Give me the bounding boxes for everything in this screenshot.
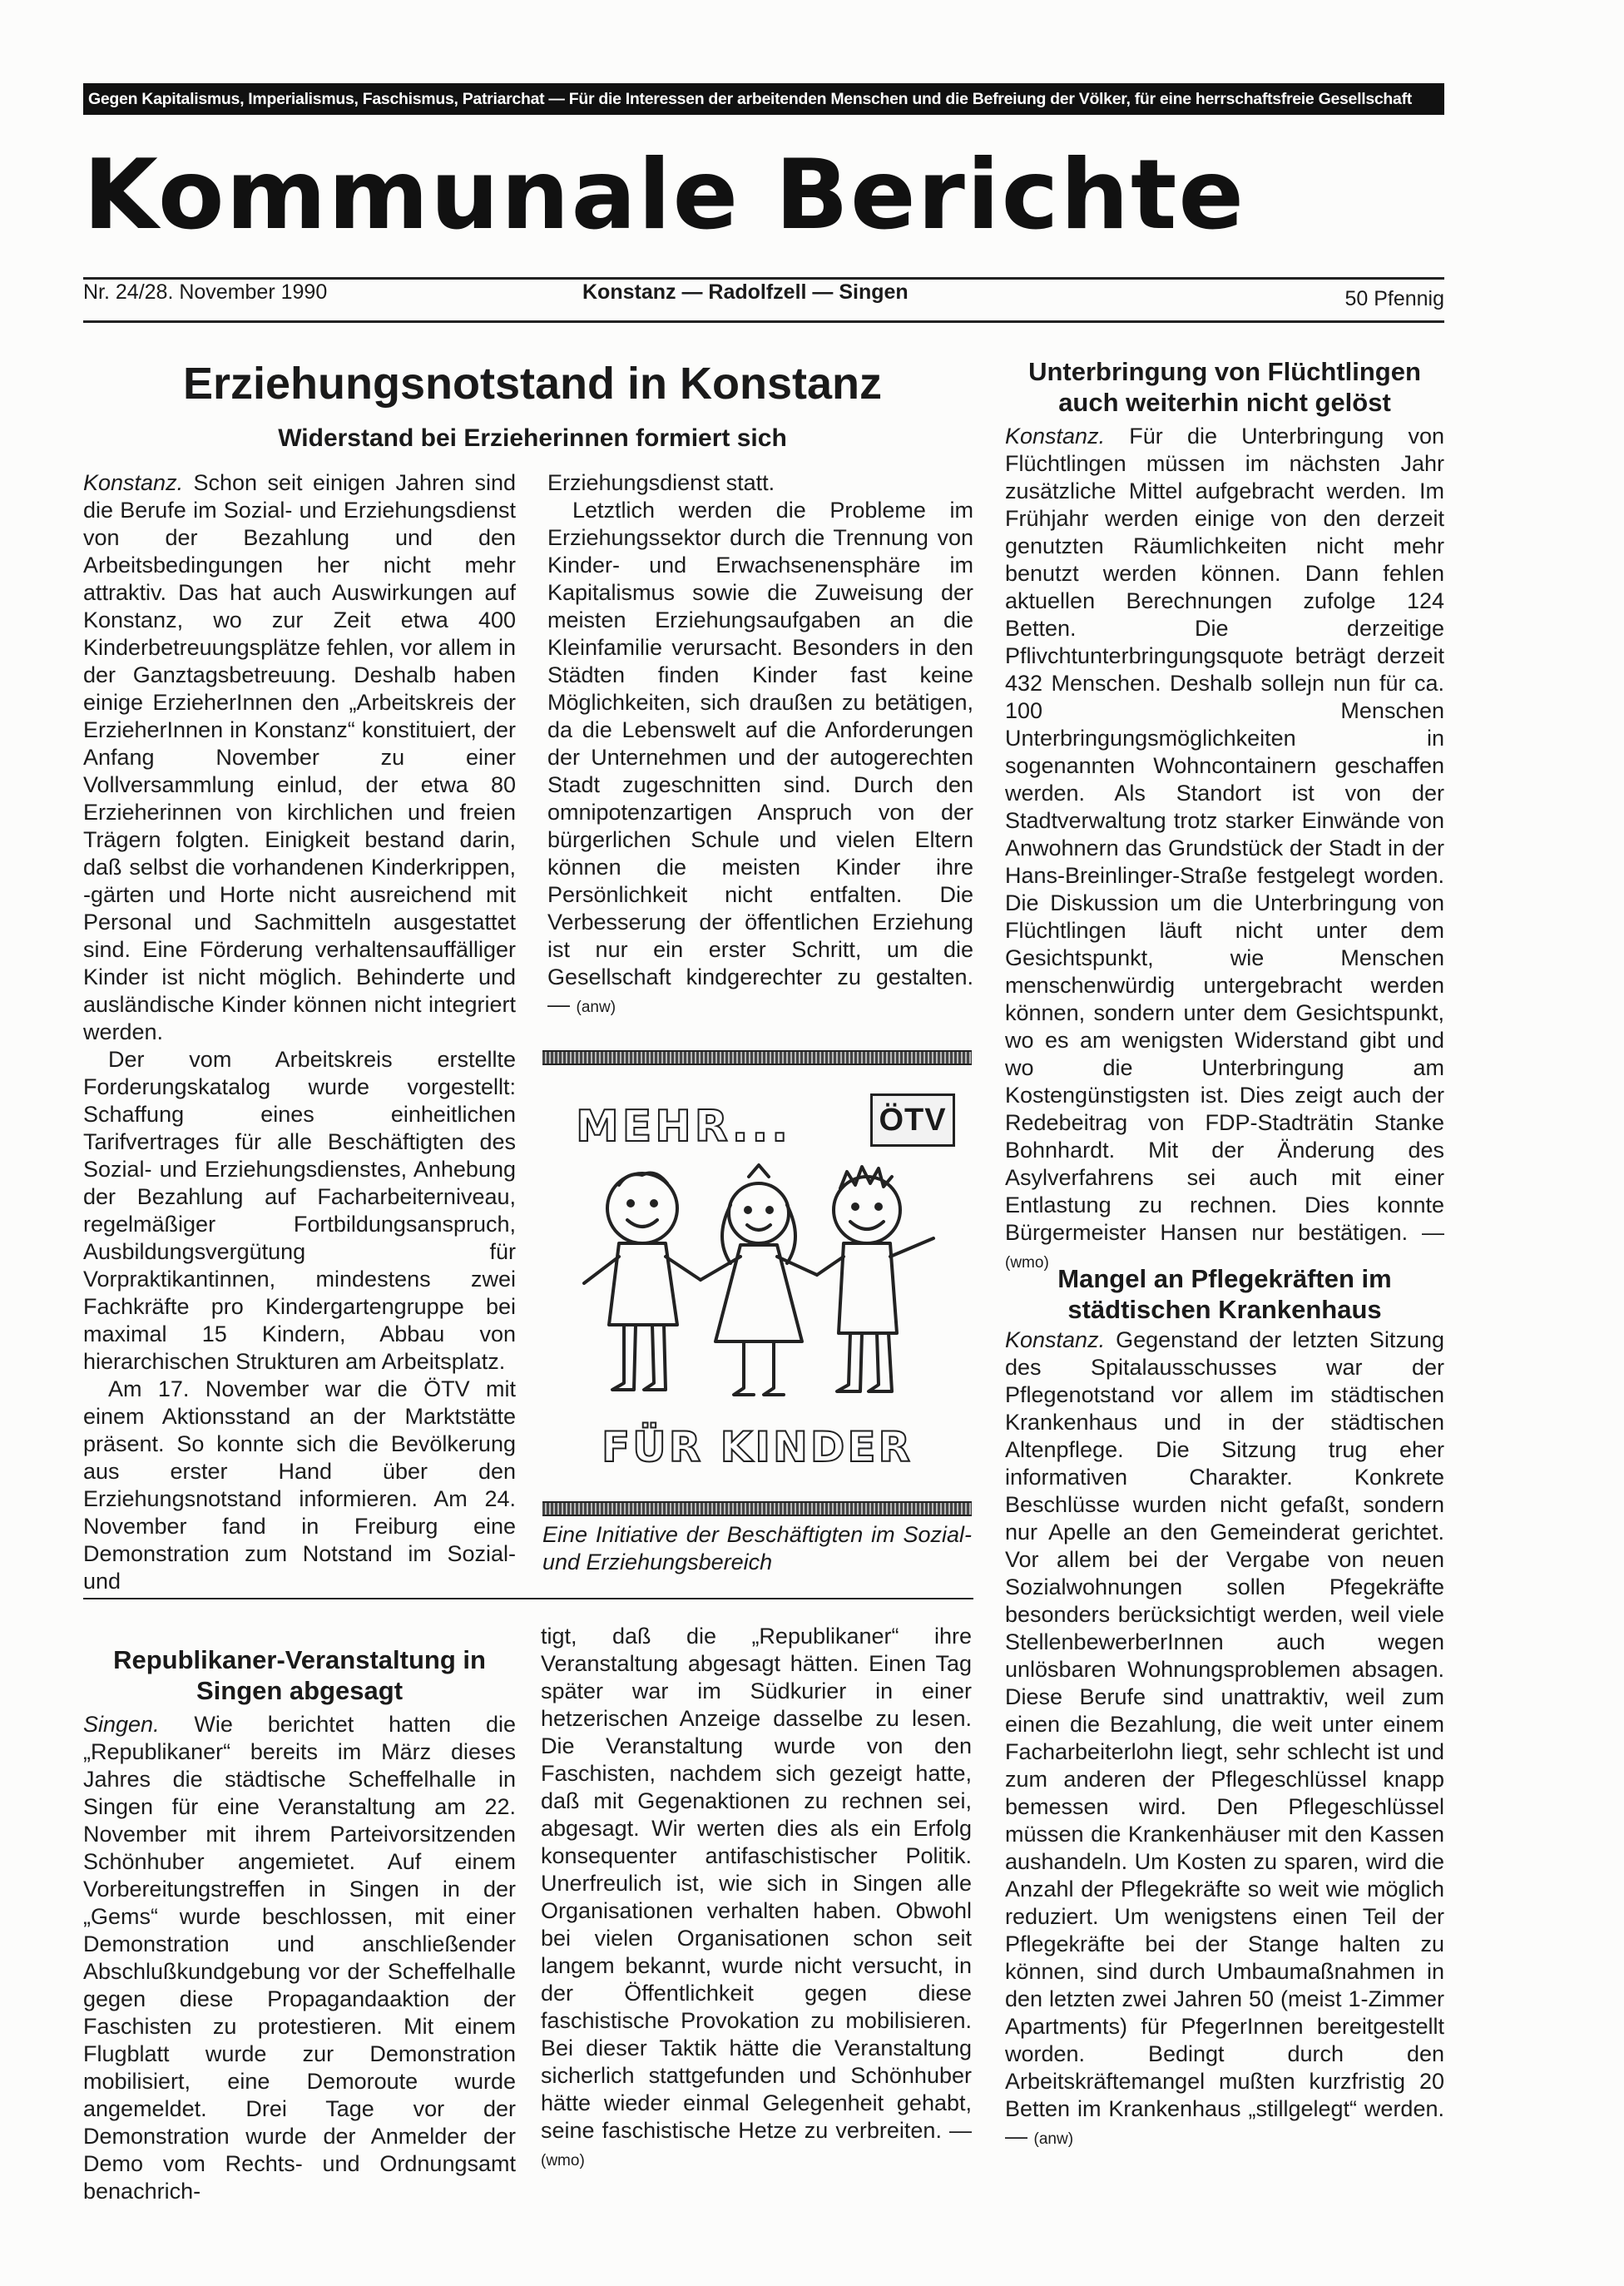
poster-top-bar bbox=[542, 1050, 972, 1065]
dateline: Singen. bbox=[83, 1712, 160, 1737]
paragraph: Konstanz. Gegenstand der letzten Sitzung des Spitalausschusses war der Pflegenotstand vor allem im städtischen Krankenhaus und in der städtischen Altenpflege. Die Sitzung trug eher informativen Charakter. Konkrete Beschlüsse wurden nicht gefaßt, sondern nur Apelle an den Gemeinderat gerichtet. Vor allem bei der Vergabe von neuen Sozialwohnungen sollen Pfegekräfte besonders berücksichtigt werden, weil viele StellenbewerberInnen auch wegen unlösbaren Wohnungsproblemen absagen. Diese Berufe sind unattraktiv, weil zum einen die Bezahlung, die weit unter einem Facharbeiterlohn liegt, sehr schlecht ist und zum anderen der Pflegeschlüssel knapp bemessen wird. Den Pflegeschlüssel müssen die Krankenhäuser mit den Kassen aushandeln. Um Kosten zu sparen, wird die Anzahl der Pflegekräfte so weit wie möglich reduziert. Um wenigstens einen Teil der Pflegekräfte bei der Stange halten zu können, sind durch Umbaumaßnahmen in den letzten zwei Jahren 50 (meist 1-Zimmer Apartments) für PfegerInnen bereitgestellt worden. Bedingt durch den Arbeitskräftemangel mußten kurzfristig 20 Betten im Krankenhaus „stillgelegt“ werden. — (anw) bbox=[1005, 1327, 1444, 2149]
price: 50 Pfennig bbox=[1344, 287, 1444, 310]
bottom-headline: Republikaner-Veranstaltung in Singen abgesagt bbox=[113, 1645, 486, 1705]
poster-bottom-bar bbox=[542, 1501, 972, 1516]
dateline: Konstanz. bbox=[1005, 424, 1106, 449]
signature: (wmo) bbox=[541, 2152, 585, 2169]
side1-body bbox=[1005, 423, 1444, 1277]
paragraph: Konstanz. Für die Unterbringung von Flüchtlingen müssen im nächsten Jahr zusätzliche Mittel aufgebracht werden. Im Frühjahr werden einige von den derzeit genutzten Räumlichkeiten nicht mehr benutzt werden können. Dann fehlen aktuellen Berechnungen zufolge 124 Betten. Die derzeitige Pflivchtunterbringungsquote beträgt derzeit 432 Menschen. Deshalb sollejn nun für ca. 100 Menschen Unterbringungsmöglichkeiten in sogenannten Wohncontainern geschaffen werden. Als Standort ist von der Stadtverwaltung trotz starker Einwände von Anwohnern das Grundstück der Stadt in der Hans-Breinlinger-Straße festgelegt worden. Die Diskussion um die Unterbringung von Flüchtlingen läuft nicht unter dem Gesichtspunkt, wie Menschen menschenwürdig untergebracht werden können, sondern unter dem Gesichtspunkt, wo es am wenigsten Widerstand gibt und wo die Unterbringung am Kostengünstigsten ist. Dies zeigt auch der Redebeitrag von FDP-Stadträtin Stanke Bohnhardt. Mit der Änderung des Asylverfahrens sei auch mit einer Entlastung zu rechnen. Dies konnte Bürgermeister Hansen nur bestätigen. — (wmo) bbox=[1005, 424, 1444, 1272]
paragraph: Konstanz. Schon seit einigen Jahren sind die Berufe im Sozial- und Erziehungsdienst von der Bezahlung und den Arbeitsbedingungen her nicht mehr attraktiv. Das hat auch Auswirkungen auf Konstanz, wo zur Zeit etwa 400 Kinderbetreuungsplätze fehlen, vor allem in der Ganztagsbetreuung. Deshalb haben einige ErzieherInnen den „Arbeitskreis der ErzieherInnen in Konstanz“ konstituiert, der Anfang November zu einer Vollversammlung einlud, der etwa 80 Erzieherinnen von kirchlichen und freien Trägern folgten. Einigkeit bestand darin, daß selbst die vorhandenen Kinderkrippen, -gärten und Horte nicht ausreichend mit Personal und Sachmitteln ausgestattet sind. Eine Förderung verhaltensauffälliger Kinder ist nicht möglich. Behinderte und ausländische Kinder können nicht integriert werden. bbox=[83, 470, 516, 1044]
paragraph: Singen. Wie berichtet hatten die „Republikaner“ bereits im März dieses Jahres die städtische Scheffelhalle in Singen für eine Veranstaltung am 22. November mit ihrem Parteivorsitzenden Schönhuber angemietet. Auf einem Vorbereitungstreffen in Singen in der „Gems“ wurde beschlossen, mit einer Demonstration und anschließender Abschlußkundgebung vor der Scheffelhalle gegen diese Propagandaaktion der Faschisten zu protestieren. Mit einem Flugblatt wurde zur Demonstration mobilisiert, eine Demoroute wurde angemeldet. Drei Tage vor der Demonstration wurde der Anmelder der Demo vom Rechts- und Ordnungsamt benachrich- bbox=[83, 1712, 516, 2204]
bottom-article-col1 bbox=[83, 1711, 516, 2205]
masthead-title: Kommunale Berichte bbox=[83, 139, 1246, 251]
children-drawing bbox=[576, 1158, 942, 1408]
oetv-logo: ÖTV bbox=[870, 1093, 955, 1147]
main-article-col1 bbox=[83, 469, 516, 1595]
side2-body bbox=[1005, 1326, 1444, 2153]
paragraph: Der vom Arbeitskreis erstellte Forderungskatalog wurde vorgestellt: Schaffung eines einheitlichen Tarifvertrages für alle Beschäftigten des Sozial- und Erziehungsdienstes, Anhebung der Bezahlung auf Facharbeiterniveau, regelmäßiger Fortbildungsanspruch, Ausbildungsvergütung für Vorpraktikantinnen, mindestens zwei Fachkräfte pro Kindergartengruppe bei maximal 15 Kindern, Abbau von hierarchischen Strukturen am Arbeitsplatz. bbox=[83, 1047, 516, 1374]
oetv-poster bbox=[542, 1050, 972, 1516]
cities-line: Konstanz — Radolfzell — Singen bbox=[582, 280, 909, 304]
main-subheadline: Widerstand bei Erzieherinnen formiert sich bbox=[278, 424, 787, 452]
signature: (anw) bbox=[1033, 2130, 1074, 2148]
header-rule-top bbox=[83, 277, 1444, 280]
poster-top-text: MEHR... bbox=[576, 1102, 792, 1152]
header-rule-bottom bbox=[83, 320, 1444, 323]
poster-caption: Eine Initiative der Beschäftigten im Sozial- und Erziehungsbereich bbox=[542, 1522, 972, 1574]
signature: (anw) bbox=[576, 999, 616, 1016]
paragraph: Erziehungsdienst statt. bbox=[547, 470, 775, 495]
issue-row bbox=[83, 280, 1444, 314]
child-right-head bbox=[834, 1177, 900, 1243]
dateline: Konstanz. bbox=[83, 470, 184, 495]
bottom-article-col2 bbox=[541, 1623, 972, 2174]
child-middle-head bbox=[729, 1183, 789, 1243]
paragraph: tigt, daß die „Republikaner“ ihre Veranstaltung abgesagt hätten. Einen Tag später war im Südkurier in einer hetzerischen Anzeige dasselbe zu lesen. Die Veranstaltung wurde von den Faschisten, nachdem sich gezeigt hatte, daß mit Gegenaktionen zu rechnen sei, abgesagt. Wir werten dies als ein Erfolg konsequenter antifaschistischer Politik. Unerfreulich ist, wie sich in Singen alle Organisationen verhalten haben. Obwohl bei vielen Organisationen schon seit langem bekannt, wurde nicht versucht, in der Öffentlichkeit gegen diese faschistische Provokation zu mobilisieren. Bei dieser Taktik hätte die Veranstaltung sicherlich stattgefunden und Schönhuber hätte wieder einmal Gelegenheit gehabt, seine faschistische Hetze zu verbreiten. — (wmo) bbox=[541, 1624, 972, 2169]
dateline: Konstanz. bbox=[1005, 1327, 1106, 1352]
paragraph: Letztlich werden die Probleme im Erziehungssektor durch die Trennung von Kinder- und Erwachsenensphäre im Kapitalismus sowie die Zuweisung der meisten Erziehungsaufgaben an die Kleinfamilie verursacht. Besonders in den Städten finden Kinder fast keine Möglichkeiten, sich draußen zu betätigen, da die Lebenswelt auf die Anforderungen der Unternehmen und der autogerechten Stadt zugeschnitten sind. Durch den omnipotenzartigen Anspruch von der bürgerlichen Schule und vielen Eltern können die meisten Kinder ihre Persönlichkeit nicht entfalten. Die Verbesserung der öffentlichen Erziehung ist nur ein erster Schritt, um die Gesellschaft kindgerechter zu gestalten. — (anw) bbox=[547, 498, 973, 1017]
slogan-banner: Gegen Kapitalismus, Imperialismus, Faschismus, Patriarchat — Für die Interessen der arbeitenden Menschen und die Befreiung der Völker, für eine herrschaftsfreie Gesellschaft bbox=[83, 83, 1444, 115]
section-divider bbox=[83, 1598, 973, 1599]
signature: (wmo) bbox=[1005, 1254, 1049, 1272]
poster-bottom-text: FÜR KINDER bbox=[601, 1423, 914, 1471]
issue-number: Nr. 24/28. November 1990 bbox=[83, 280, 328, 304]
side2-headline: Mangel an Pflegekräften im städtischen Krankenhaus bbox=[1057, 1264, 1392, 1324]
paragraph: Am 17. November war die ÖTV mit einem Aktionsstand an der Marktstätte präsent. So konnte sich die Bevölkerung aus erster Hand über den Erziehungsnotstand informieren. Am 24. November fand in Freiburg eine Demonstration zum Notstand im Sozial- und bbox=[83, 1376, 516, 1594]
side1-headline: Unterbringung von Flüchtlingen auch weiterhin nicht gelöst bbox=[1028, 357, 1421, 417]
main-article-col2 bbox=[547, 469, 973, 1021]
main-headline: Erziehungsnotstand in Konstanz bbox=[182, 359, 882, 409]
